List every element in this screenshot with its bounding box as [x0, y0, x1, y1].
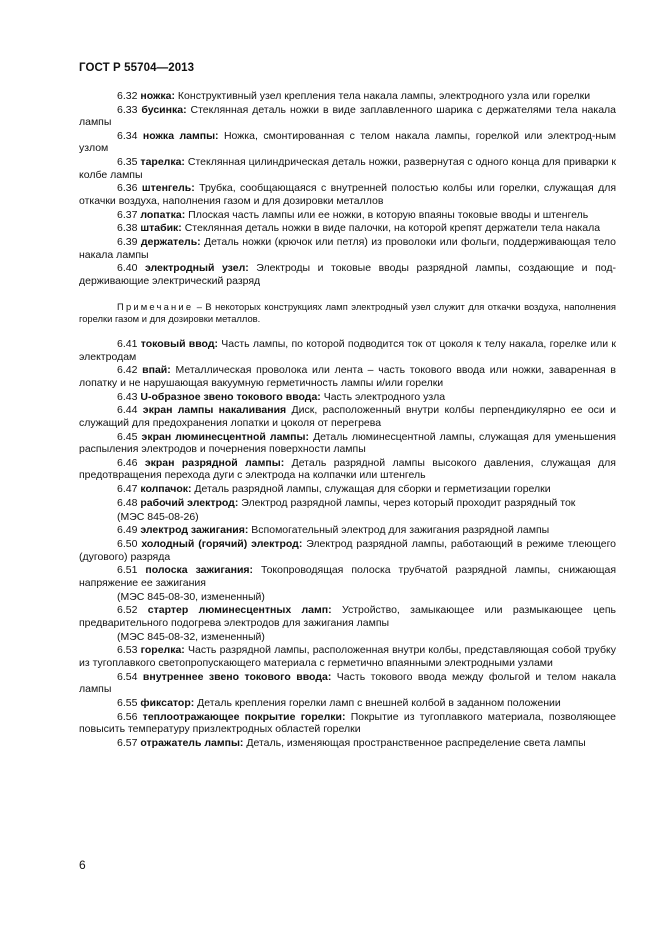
entry-term: ножка лампы:: [142, 130, 219, 142]
entry-definition: Диск, расположенный внутри колбы перпендикулярно ее оси и служащий для предохранения лопатки и цоколя от перегрева: [79, 404, 616, 429]
entry-term: лопатка:: [140, 208, 186, 221]
term-entry: [79, 538, 616, 563]
entry-term: держатель:: [140, 236, 201, 249]
term-entry: [79, 156, 616, 181]
entry-definition: Покрытие из тугоплавкого материала, позволяющее повысить температуру призлектродных областей горелки: [79, 710, 616, 736]
entry-term: стартер люминесцентных ламп:: [147, 604, 332, 617]
entry-definition: Трубка, сообщающаяся с внутренней полостью колбы или горелки, служащая для откачки воздуха, наполнения газом и для дозировки металлов: [79, 182, 617, 207]
entry-number: 6.47: [117, 483, 138, 496]
entry-number: 6.37: [117, 208, 138, 221]
entry-term: фиксатор:: [140, 696, 195, 709]
entry-definition: Электрод разрядной лампы, работающий в режиме тлеющего (дугового) разряда: [79, 538, 617, 563]
entry-definition: Стеклянная цилиндрическая деталь ножки, развернутая с одного конца для приварки к колбе лампы: [79, 156, 617, 181]
entry-number: 6.38: [117, 222, 138, 235]
term-entry: [79, 262, 616, 287]
entry-number: 6.46: [117, 456, 138, 469]
entry-term: впай:: [142, 364, 171, 377]
entry-number: 6.49: [117, 524, 138, 537]
entry-term: полоска зажигания:: [145, 564, 254, 577]
entry-term: тарелка:: [140, 156, 185, 169]
entry-term: электродный узел:: [144, 262, 249, 275]
entry-number: 6.50: [117, 538, 138, 551]
entry-number: 6.43: [117, 390, 138, 403]
entry-definition: Конструктивный узел крепления тела накала лампы, электродного узла или горелки: [175, 90, 591, 102]
term-entry: [79, 182, 616, 207]
entry-definition: Ножка, смонтированная с телом накала лампы, горелкой или электрод-ным узлом: [79, 130, 616, 155]
entry-term: токовый ввод:: [140, 338, 218, 351]
term-entry: [79, 90, 616, 102]
entry-reference: (МЭС 845-08-32, измененный): [117, 630, 265, 643]
entry-number: 6.40: [117, 262, 138, 275]
entry-definition: Металлическая проволока или лента – часть токового ввода или ножки, заваренная в лопатку и не нарушающая вакуумную герметичность лампы и/или горелки: [79, 364, 616, 389]
entry-definition: Устройство, замыкающее или размыкающее цепь предварительного подогрева электродов для зажигания лампы: [79, 604, 617, 629]
entry-definition: Электроды и токовые вводы разрядной лампы, создающие и под-держивающие электрический разряд: [79, 262, 616, 287]
entry-definition: Деталь ножки (крючок или петля) из проволоки или фольги, поддерживающая тело накала лампы: [79, 236, 616, 261]
term-entry: [79, 524, 616, 536]
entry-definition: Токопроводящая полоска трубчатой разрядной лампы, снижающая напряжение ее зажигания: [79, 564, 617, 589]
term-entry: [79, 364, 616, 389]
note-text: – В некоторых конструкциях ламп электродный узел служит для откачки воздуха, наполнения горелки газом и для дозировки металлов.: [79, 301, 616, 324]
entry-definition: Деталь люминесцентной лампы, служащая для уменьшения распыления электродов и почернения поверхности лампы: [79, 430, 616, 456]
term-entry: [79, 483, 616, 495]
document-header: ГОСТ Р 55704—2013: [79, 62, 195, 74]
entry-number: 6.55: [117, 696, 138, 709]
term-entry: [79, 457, 616, 482]
term-entry: [79, 431, 616, 456]
page-number: 6: [79, 858, 86, 872]
entry-term: электрод зажигания:: [140, 524, 249, 537]
term-entry: [79, 404, 616, 429]
entry-definition: Электрод разрядной лампы, через который проходит разрядный ток: [238, 496, 576, 509]
entry-term: экран разрядной лампы:: [144, 456, 285, 469]
term-entry: [79, 338, 616, 363]
term-entry: [79, 564, 616, 589]
entry-number: 6.44: [117, 404, 138, 417]
term-entry: [79, 236, 616, 261]
entry-definition: Деталь, изменяющая пространственное распределение света лампы: [243, 736, 586, 749]
entry-term: рабочий электрод:: [140, 496, 239, 509]
entry-number: 6.53: [117, 644, 138, 657]
term-entry: [79, 222, 616, 234]
entry-number: 6.32: [117, 90, 138, 102]
entry-term: штенгель:: [141, 182, 195, 195]
entry-term: внутреннее звено токового ввода:: [142, 670, 332, 683]
term-entry: [79, 497, 616, 509]
entry-number: 6.48: [117, 496, 138, 509]
entry-number: 6.45: [117, 430, 138, 443]
term-entry: [79, 104, 616, 129]
term-entry: [79, 604, 616, 629]
entry-term: U-образное звено токового ввода:: [140, 390, 321, 403]
entry-term: экран лампы накаливания: [142, 404, 287, 417]
entry-definition: Деталь разрядной лампы, служащая для сборки и герметизации горелки: [191, 483, 551, 496]
entry-number: 6.35: [117, 156, 138, 169]
term-entry: [79, 697, 616, 709]
entry-number: 6.52: [117, 604, 138, 617]
entry-term: колпачок:: [140, 483, 192, 496]
entry-definition: Часть электродного узла: [320, 390, 446, 403]
document-body: [79, 90, 616, 751]
entry-term: экран люминесцентной лампы:: [141, 430, 309, 443]
note-paragraph: [79, 301, 616, 324]
entry-number: 6.54: [117, 670, 138, 683]
entry-number: 6.33: [117, 103, 138, 116]
entry-definition: Часть разрядной лампы, расположенная внутри колбы, представляющая собой трубку из тугоплавкого светопропускающего материала с герметично впаянными электродными узлами: [79, 644, 616, 669]
entry-definition: Стеклянная деталь ножки в виде палочки, на которой крепят держатели тела накала: [181, 222, 601, 235]
entry-number: 6.42: [117, 364, 138, 377]
entry-number: 6.34: [117, 130, 138, 142]
entry-number: 6.41: [117, 338, 138, 351]
note-label: Примечание: [117, 301, 194, 313]
entry-definition: Стеклянная деталь ножки в виде заплавленного шарика с держателями тела накала лампы: [79, 103, 616, 129]
entry-reference: (МЭС 845-08-26): [117, 510, 199, 523]
term-entry: [79, 209, 616, 221]
terms-block-1: [79, 90, 616, 287]
entry-term: горелка:: [140, 644, 185, 657]
entry-definition: Вспомогательный электрод для зажигания разрядной лампы: [248, 524, 550, 537]
entry-definition: Деталь разрядной лампы высокого давления, служащая для предотвращения перехода дуги с электрода на колпачки или штенгель: [79, 456, 616, 482]
terms-block-2: [79, 338, 616, 749]
entry-reference: (МЭС 845-08-30, измененный): [117, 590, 265, 603]
entry-definition: Часть токового ввода между фольгой и телом накала лампы: [79, 670, 616, 696]
term-entry: [79, 711, 616, 736]
term-entry: [79, 671, 616, 696]
term-entry: [79, 644, 616, 669]
entry-number: 6.51: [117, 564, 138, 577]
term-entry: [79, 130, 616, 155]
entry-number: 6.56: [117, 710, 138, 723]
entry-definition: Деталь крепления горелки ламп с внешней колбой в заданном положении: [194, 696, 561, 709]
entry-definition: Часть лампы, по которой подводится ток от цоколя к телу накала, горелке или к электродам: [79, 338, 616, 363]
entry-term: теплоотражающее покрытие горелки:: [142, 710, 346, 723]
entry-number: 6.57: [117, 736, 138, 749]
term-entry: [79, 737, 616, 749]
entry-term: бусинка:: [141, 103, 187, 116]
entry-term: отражатель лампы:: [140, 736, 244, 749]
entry-number: 6.39: [117, 236, 138, 249]
entry-term: штабик:: [140, 222, 182, 235]
entry-term: холодный (горячий) электрод:: [141, 538, 303, 551]
entry-number: 6.36: [117, 182, 138, 195]
term-entry: [79, 391, 616, 403]
entry-definition: Плоская часть лампы или ее ножки, в которую впаяны токовые вводы и штенгель: [185, 208, 589, 221]
entry-term: ножка:: [140, 90, 176, 102]
